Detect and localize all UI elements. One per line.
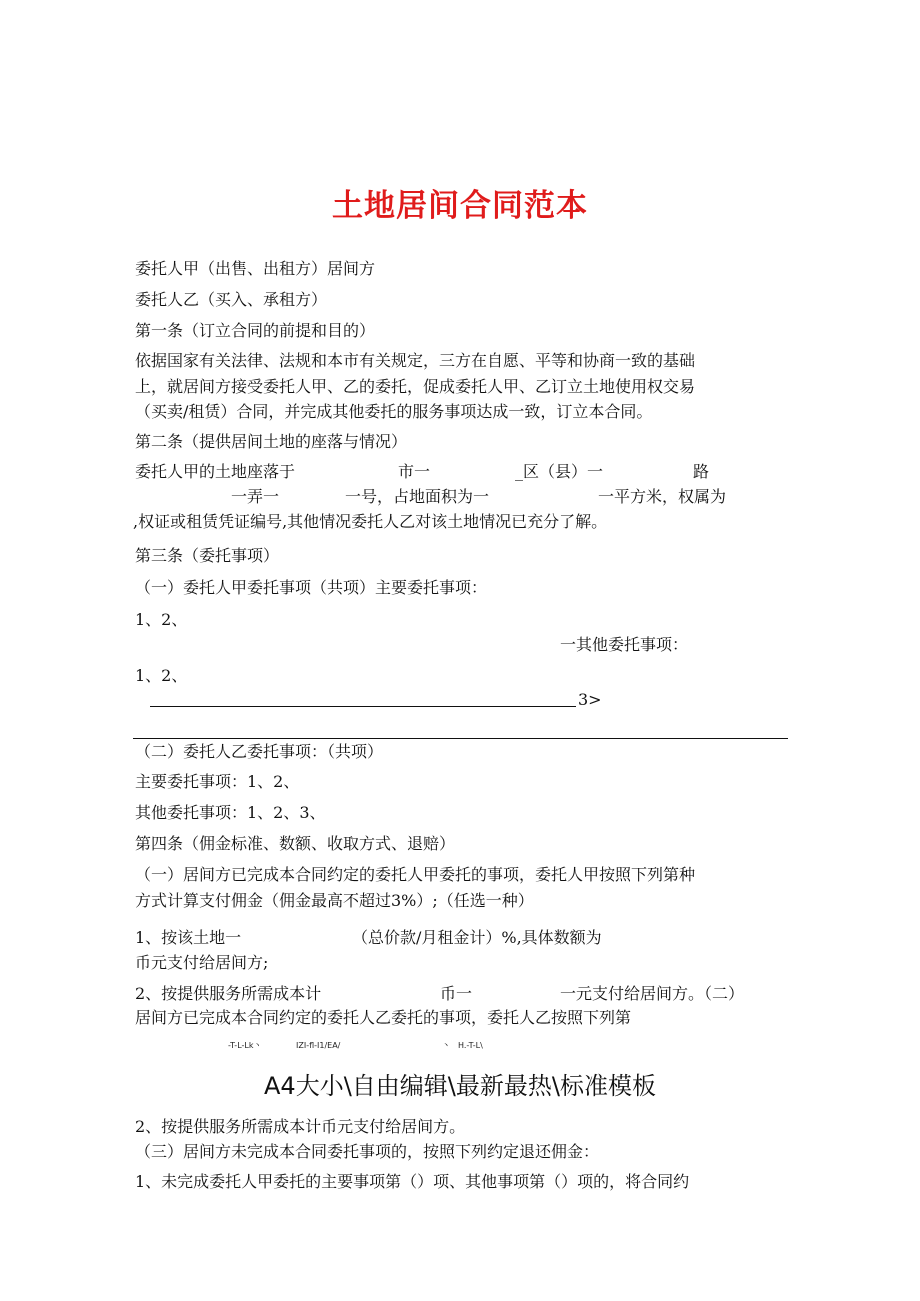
land-location-road: 路 <box>693 462 710 481</box>
document-title: 土地居间合同范本 <box>332 188 588 224</box>
party-b-items-heading: （二）委托人乙委托事项：（共项） <box>135 742 384 761</box>
land-ownership: 一平方米，权属为 <box>598 487 727 506</box>
party-a-other-items-label: 一其他委托事项： <box>560 635 689 654</box>
land-location-label: 委托人甲的土地座落于 <box>135 462 296 481</box>
article-1-text-3: （买卖/租赁）合同，并完成其他委托的服务事项达成一致，订立本合同。 <box>135 402 653 421</box>
land-location-city: 市一 <box>398 462 431 481</box>
garbled-fragment-1: -T-L-Lk丶 <box>228 1041 262 1050</box>
section-divider <box>133 738 788 739</box>
commission-option-2-payment: 一元支付给居间方。（二） <box>560 984 745 1003</box>
party-a-main-items: 1、2、 <box>135 610 188 629</box>
article-1-text-2: 上，就居间方接受委托人甲、乙的委托，促成委托人甲、乙订立土地使用权交易 <box>135 377 696 396</box>
article-2-heading: 第二条（提供居间土地的座落与情况） <box>135 432 408 451</box>
commission-option-1-payment: 币元支付给居间方; <box>135 953 269 972</box>
party-a-line: 委托人甲（出售、出租方）居间方 <box>135 259 376 278</box>
land-area: 一号，占地面积为一 <box>345 487 490 506</box>
party-b-option-2: 2、按提供服务所需成本计币元支付给居间方。 <box>135 1117 466 1136</box>
party-b-line: 委托人乙（买入、承租方） <box>135 290 328 309</box>
commission-text-1: （一）居间方已完成本合同约定的委托人甲委托的事项，委托人甲按照下列第种 <box>135 865 696 884</box>
garbled-fragment-3: 丶 <box>442 1041 450 1050</box>
land-lane: 一弄一 <box>231 487 280 506</box>
refund-heading: （三）居间方未完成本合同委托事项的，按照下列约定退还佣金： <box>135 1142 600 1161</box>
article-4-heading: 第四条（佣金标准、数额、收取方式、退赔） <box>135 834 456 853</box>
party-a-other-item-3: 3> <box>578 690 602 709</box>
party-a-items-heading: （一）委托人甲委托事项（共项）主要委托事项： <box>135 578 488 597</box>
land-location-district: _区（县）一 <box>515 462 604 481</box>
template-banner: A4大小\自由编辑\最新最热\标准模板 <box>264 1072 656 1100</box>
land-certificate-line: ,权证或租赁凭证编号,其他情况委托人乙对该土地情况已充分了解。 <box>133 512 608 531</box>
commission-option-1-basis: （总价款/月租金计）%,具体数额为 <box>352 928 602 947</box>
party-b-other-items: 其他委托事项：1、2、3、 <box>135 803 326 822</box>
commission-option-2-label: 2、按提供服务所需成本计 <box>135 984 322 1003</box>
commission-text-2: 方式计算支付佣金（佣金最高不超过3%）;（任选一种） <box>135 891 534 910</box>
article-1-heading: 第一条（订立合同的前提和目的） <box>135 321 376 340</box>
party-b-main-items: 主要委托事项：1、2、 <box>135 772 300 791</box>
article-3-heading: 第三条（委托事项） <box>135 546 280 565</box>
commission-party-b-text: 居间方已完成本合同约定的委托人乙委托的事项，委托人乙按照下列第 <box>135 1008 632 1027</box>
garbled-fragment-4: H.-T-L\ <box>458 1041 483 1050</box>
article-1-text-1: 依据国家有关法律、法规和本市有关规定，三方在自愿、平等和协商一致的基础 <box>135 351 696 370</box>
party-a-other-items: 1、2、 <box>135 666 188 685</box>
fill-in-underline <box>150 706 576 707</box>
garbled-fragment-2: IZI-fl-I1/EA/ <box>296 1041 341 1050</box>
commission-option-2-currency: 币一 <box>440 984 473 1003</box>
refund-item-1: 1、未完成委托人甲委托的主要事项第（）项、其他事项第（）项的，将合同约 <box>135 1172 690 1191</box>
commission-option-1-label: 1、按该土地一 <box>135 928 242 947</box>
